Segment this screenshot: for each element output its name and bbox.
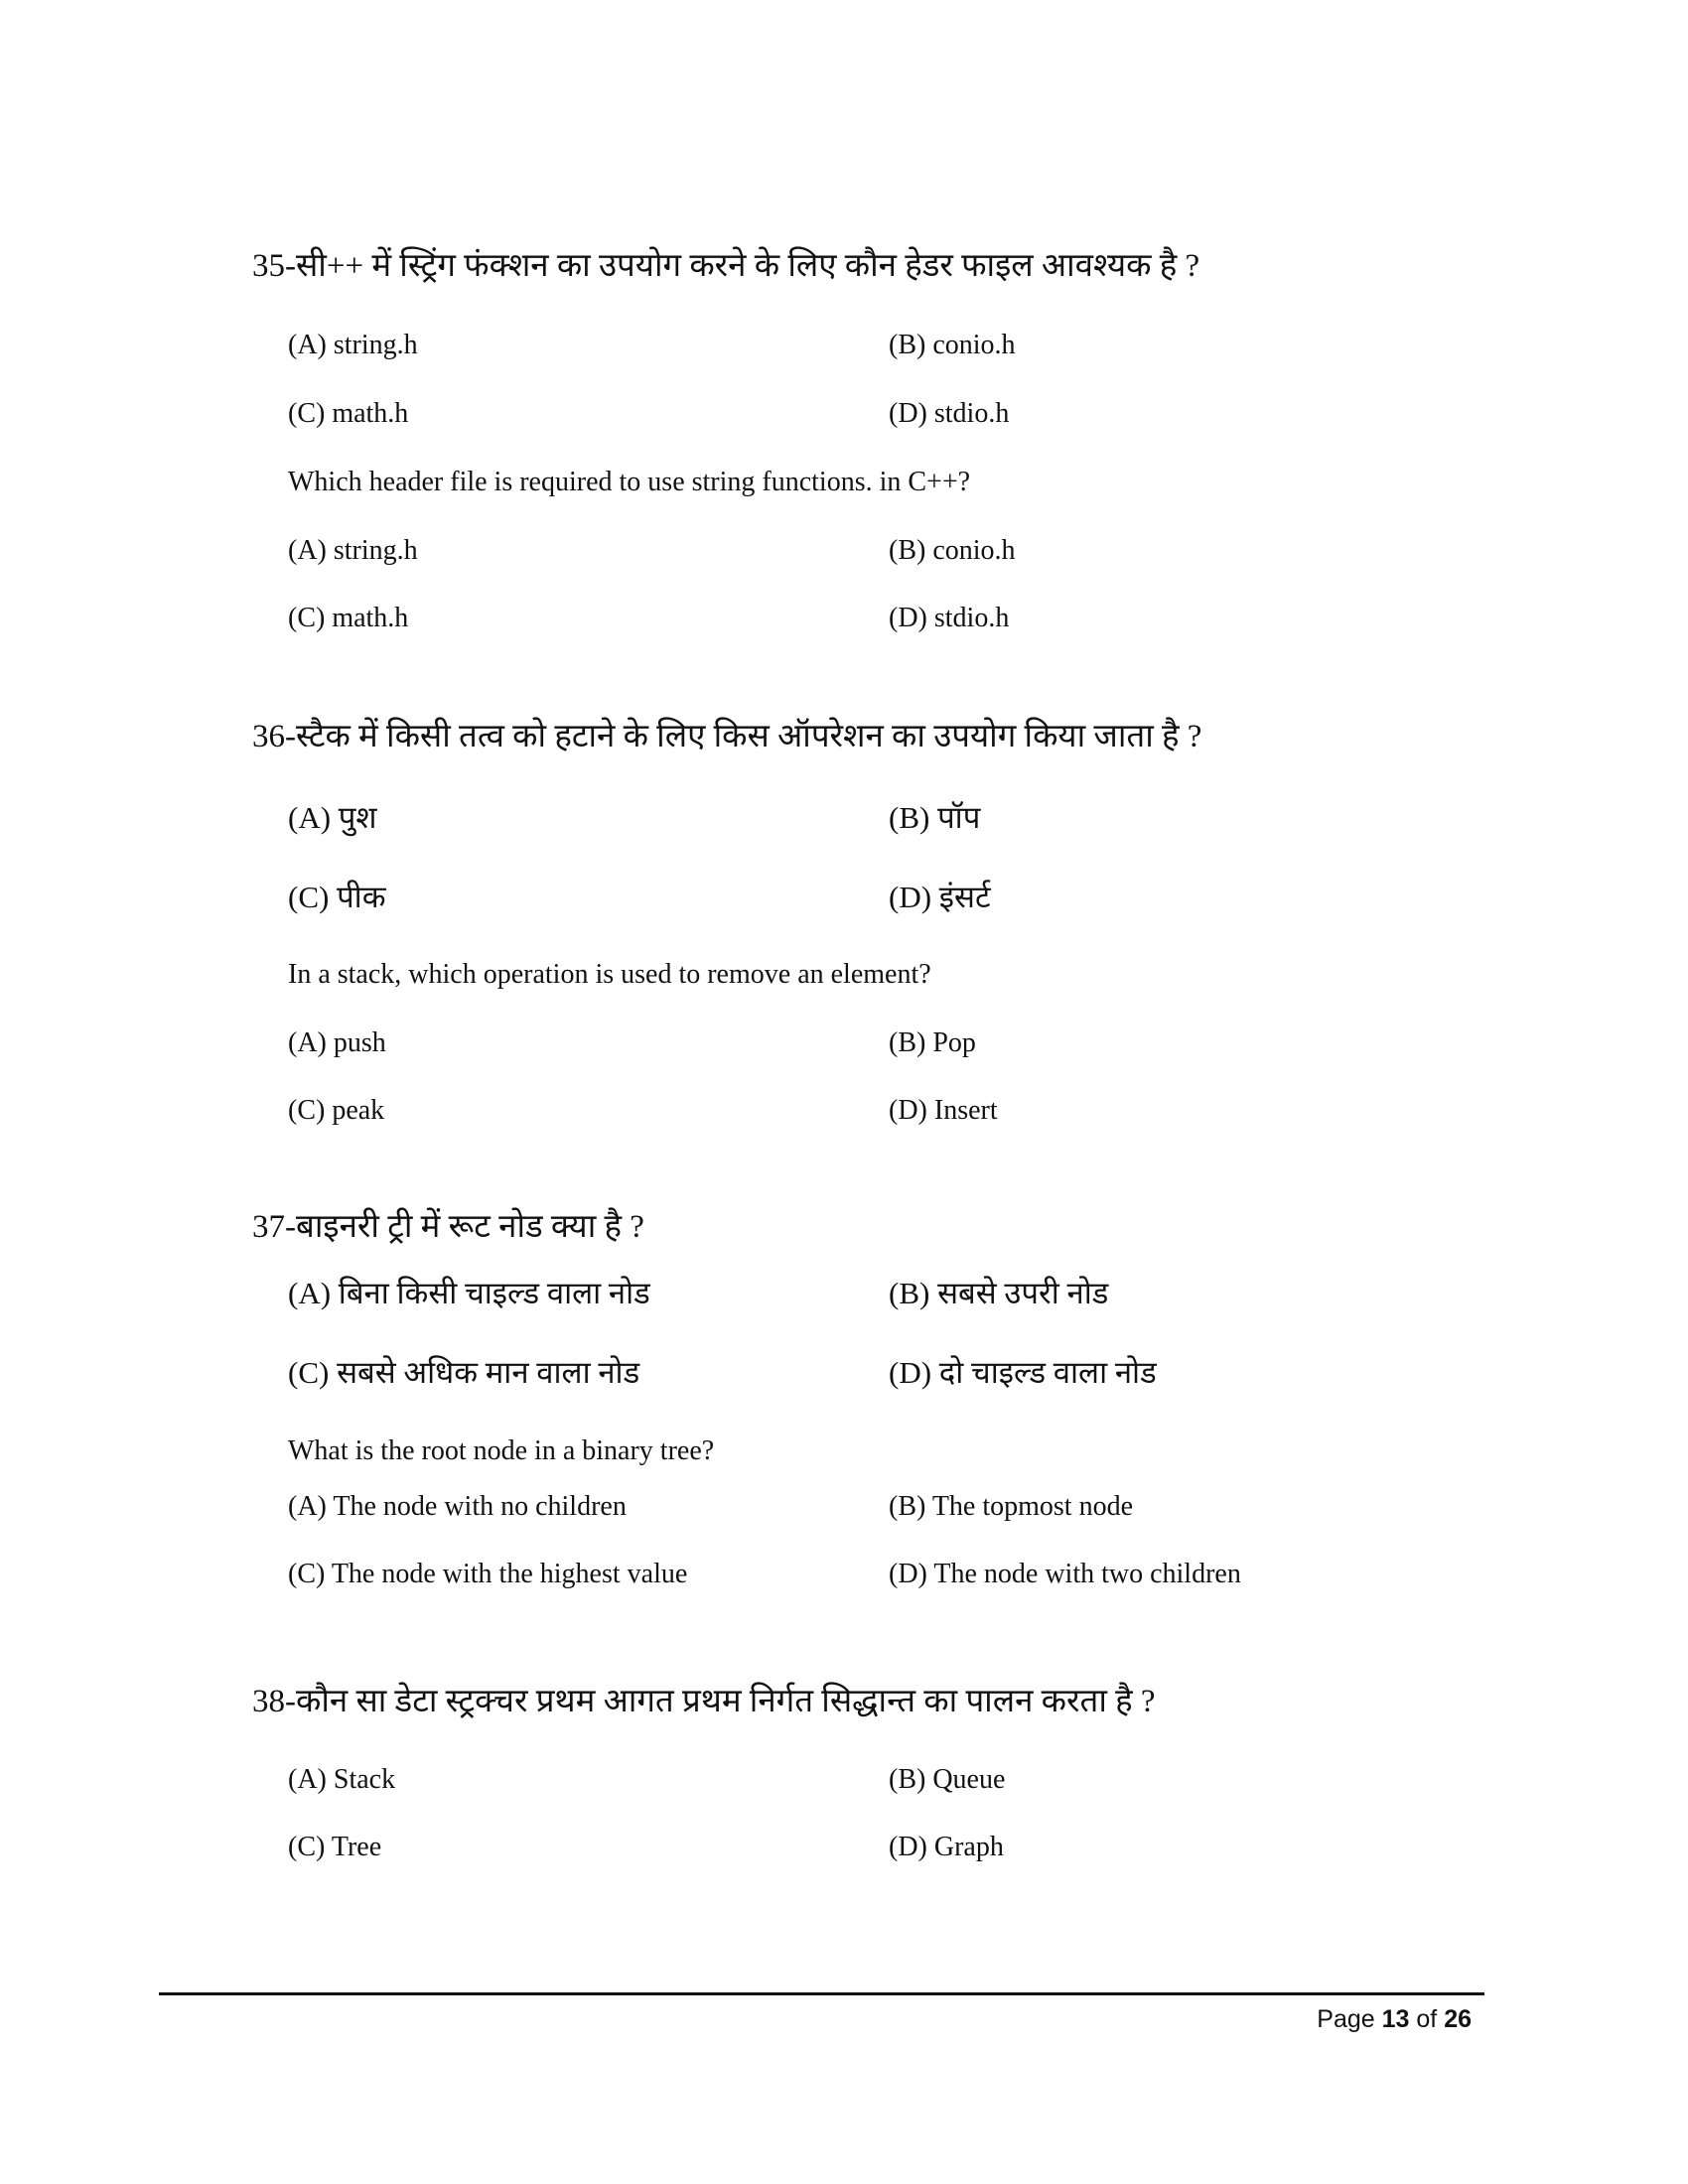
question-36-hindi: 36-स्टैक में किसी तत्व को हटाने के लिए किस ऑपरेशन का उपयोग किया जाता है ? [252,719,1202,754]
question-35-english: Which header file is required to use string functions. in C++? [288,467,971,497]
q35-en-option-c: (C) math.h [288,603,409,633]
q38-option-d: (D) Graph [889,1832,1004,1862]
question-38-hindi: 38-कौन सा डेटा स्ट्रक्चर प्रथम आगत प्रथम निर्गत सिद्धान्त का पालन करता है ? [252,1684,1156,1719]
q37-en-option-d: (D) The node with two children [889,1559,1241,1589]
q36-hi-option-a: (A) पुश [288,800,377,835]
question-37-hindi: 37-बाइनरी ट्री में रूट नोड क्या है ? [252,1209,644,1245]
q37-en-option-a: (A) The node with no children [288,1491,627,1522]
q36-en-option-d: (D) Insert [889,1095,998,1126]
footer-divider [159,1992,1484,1995]
page-label: Page [1317,2005,1375,2033]
q37-hi-option-b: (B) सबसे उपरी नोड [889,1276,1109,1310]
q35-hi-option-c: (C) math.h [288,398,409,429]
of-label: of [1416,2005,1438,2033]
q36-en-option-a: (A) push [288,1027,386,1058]
q35-hi-option-d: (D) stdio.h [889,398,1010,429]
q36-hi-option-b: (B) पॉप [889,800,981,835]
question-37-english: What is the root node in a binary tree? [288,1435,715,1466]
q35-en-option-a: (A) string.h [288,535,418,566]
q35-hi-option-b: (B) conio.h [889,330,1016,360]
q35-hi-option-a: (A) string.h [288,330,418,360]
total-pages: 26 [1444,2005,1472,2033]
q37-hi-option-a: (A) बिना किसी चाइल्ड वाला नोड [288,1276,650,1310]
q37-en-option-c: (C) The node with the highest value [288,1559,688,1589]
q35-en-option-d: (D) stdio.h [889,603,1010,633]
q36-en-option-b: (B) Pop [889,1027,976,1058]
q38-option-c: (C) Tree [288,1832,382,1862]
question-35-hindi: 35-सी++ में स्ट्रिंग फंक्शन का उपयोग करने के लिए कौन हेडर फाइल आवश्यक है ? [252,248,1200,284]
question-36-english: In a stack, which operation is used to remove an element? [288,959,931,990]
q38-option-b: (B) Queue [889,1764,1006,1795]
q37-hi-option-c: (C) सबसे अधिक मान वाला नोड [288,1355,640,1390]
page-number [1317,2005,1472,2034]
q36-hi-option-d: (D) इंसर्ट [889,880,991,914]
q35-en-option-b: (B) conio.h [889,535,1016,566]
q37-en-option-b: (B) The topmost node [889,1491,1134,1522]
q36-en-option-c: (C) peak [288,1095,385,1126]
q36-hi-option-c: (C) पीक [288,880,386,914]
q37-hi-option-d: (D) दो चाइल्ड वाला नोड [889,1355,1157,1390]
current-page: 13 [1381,2005,1410,2033]
q38-option-a: (A) Stack [288,1764,396,1795]
